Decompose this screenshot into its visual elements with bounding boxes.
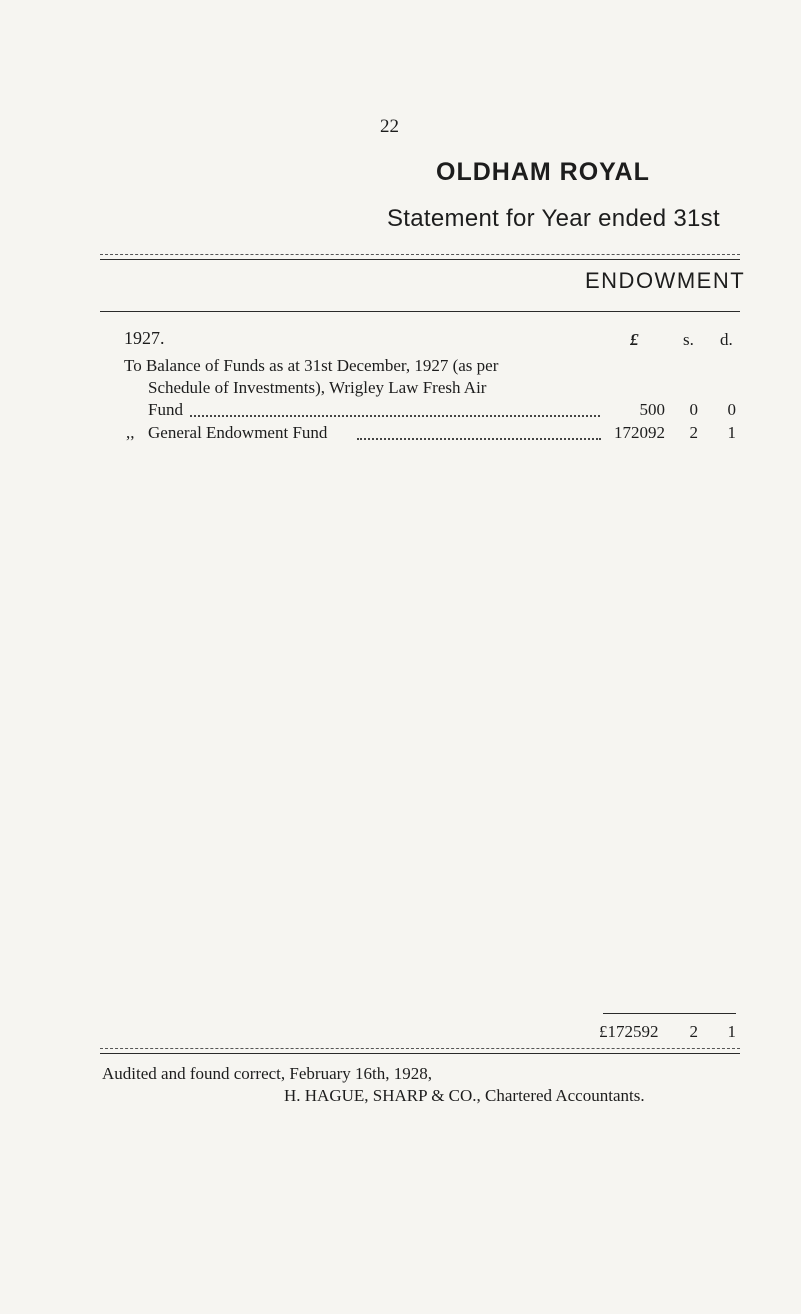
statement-title: Statement for Year ended 31st [387, 205, 720, 232]
audit-statement: Audited and found correct, February 16th, 1928, [102, 1064, 432, 1083]
auditor-signature: H. HAGUE, SHARP & CO., Chartered Accountants. [284, 1086, 645, 1105]
total-shillings: 2 [689, 1022, 698, 1041]
hospital-title: OLDHAM ROYAL [436, 158, 650, 186]
page-number: 22 [380, 116, 399, 137]
entry-1-line-1: To Balance of Funds as at 31st December, 1927 (as per [124, 356, 499, 375]
total-rule [603, 1013, 736, 1014]
entry-2-ditto-mark: ,, [126, 423, 135, 442]
entry-2-shillings: 2 [689, 423, 698, 442]
entry-1-shillings: 0 [689, 400, 698, 419]
total-pence: 1 [727, 1022, 736, 1041]
entry-2-leader-dots [357, 436, 601, 440]
section-rule [100, 311, 740, 312]
entry-1-line-3: Fund [148, 400, 183, 419]
top-rule-lower [100, 259, 740, 260]
total-pounds: £172592 [599, 1022, 659, 1041]
entry-2-pence: 1 [727, 423, 736, 442]
shillings-column-header: s. [683, 330, 694, 349]
pence-column-header: d. [720, 330, 733, 349]
entry-1-leader-dots [190, 413, 600, 417]
entry-2-label: General Endowment Fund [148, 423, 328, 442]
top-rule-upper [100, 254, 740, 255]
entry-1-pence: 0 [727, 400, 736, 419]
pounds-column-header: £ [630, 330, 639, 349]
entry-1-line-2: Schedule of Investments), Wrigley Law Fresh Air [148, 378, 487, 397]
entry-2-pounds: 172092 [614, 423, 665, 442]
section-heading: ENDOWMENT [585, 268, 746, 293]
entry-1-pounds: 500 [639, 400, 665, 419]
bottom-rule-upper [100, 1048, 740, 1049]
year-label: 1927. [124, 328, 165, 348]
bottom-rule-lower [100, 1053, 740, 1054]
